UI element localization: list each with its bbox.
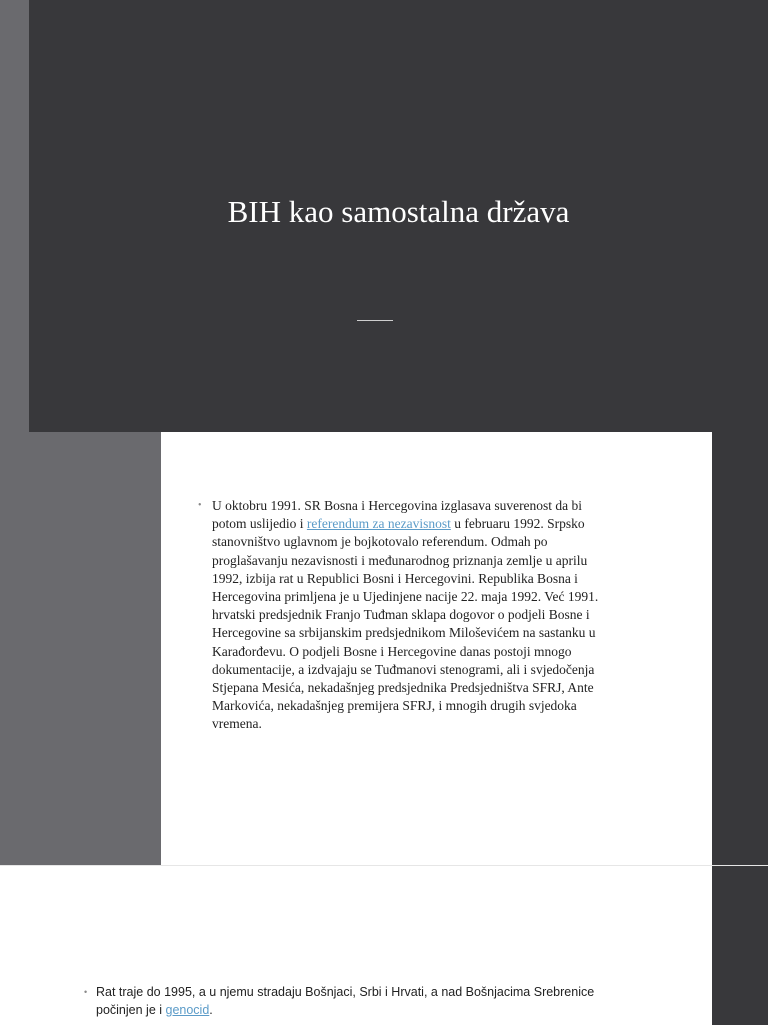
list-item xyxy=(198,497,608,734)
referendum-link[interactable]: referendum za nezavisnost xyxy=(306,516,451,532)
paragraph-text-1: U oktobru 1991. SR Bosna i Hercegovina izglasava suverenost da bi potom uslijedio i xyxy=(212,498,583,532)
left-gray-panel xyxy=(0,432,161,865)
paragraph-text-2: u februaru 1992. Srpsko stanovništvo uglavnom je bojkotovalo referendum. Odmah po proglašavanju nezavisnosti i međunarodnog priznanja zemlje u aprilu 1992, izbija rat u Republici Bosni i Hercegovini. Republika Bosna i Hercegovina primljena je u Ujedinjene nacije 22. maja 1992. Već 1991. hrvatski predsjednik Franjo Tuđman sklapa dogovor o podjeli Bosne i Hercegovine sa srbijanskim predsjednikom Miloševićem na sastanku u Karađorđevu. O podjeli Bosne i Hercegovine danas postoji mnogo dokumentacije, a izdvajaju se Tuđmanovi stenogrami, ali i svjedočenja Stjepana Mesića, nekadašnjeg predsjednika Predsjedništva SFRJ, Ante Markovića, nekadašnjeg premijera SFRJ, i mnogih drugih svjedoka vremena. xyxy=(212,516,599,732)
right-dark-panel xyxy=(712,432,768,865)
paragraph-text-2: . xyxy=(209,1003,213,1017)
content-slide-2 xyxy=(0,865,768,1024)
title-divider xyxy=(357,320,393,321)
slide-title: BIH kao samostalna država xyxy=(227,194,570,229)
list-item xyxy=(84,983,604,1019)
genocide-link[interactable]: genocid xyxy=(165,1003,210,1017)
title-slide xyxy=(0,0,768,432)
right-dark-panel xyxy=(712,866,768,1025)
paragraph-text-1: Rat traje do 1995, a u njemu stradaju Bošnjaci, Srbi i Hrvati, a nad Bošnjacima Srebrenice počinjen je i xyxy=(96,985,595,1017)
bullet-list xyxy=(198,497,608,734)
bullet-marker: • xyxy=(198,500,202,511)
content-slide-1 xyxy=(0,432,768,865)
bullet-marker: • xyxy=(84,987,88,997)
left-accent-strip xyxy=(0,0,29,432)
bullet-list xyxy=(84,983,604,1019)
